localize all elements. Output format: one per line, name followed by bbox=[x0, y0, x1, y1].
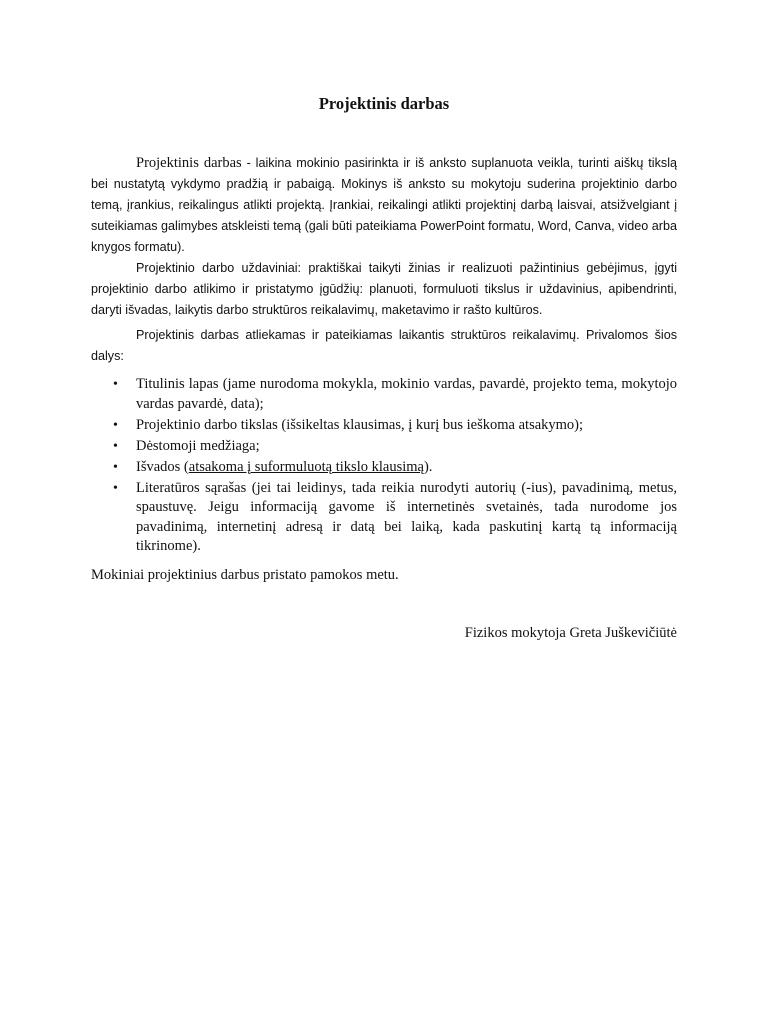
list-item-text: Projektinio darbo tikslas (išsikeltas klausimas, į kurį bus ieškoma atsakymo); bbox=[136, 416, 584, 433]
list-item-text: Titulinis lapas (jame nurodoma mokykla, mokinio vardas, pavardė, projekto tema, mokytojo vardas pavardė, data); bbox=[136, 376, 677, 412]
intro-lead: Projektinis darbas bbox=[136, 155, 242, 171]
teacher-signature: Fizikos mokytoja Greta Juškevičiūtė bbox=[464, 625, 677, 641]
list-item-text: Dėstomoji medžiaga; bbox=[136, 437, 260, 454]
required-parts-list bbox=[91, 375, 677, 558]
bullet-icon: • bbox=[113, 438, 118, 454]
list-item-prefix: Išvados ( bbox=[136, 458, 189, 475]
bullet-icon: • bbox=[113, 377, 118, 392]
list-item bbox=[91, 375, 677, 414]
closing-sentence: Mokiniai projektinius darbus pristato pamokos metu. bbox=[91, 567, 399, 583]
objectives-paragraph: Projektinio darbo uždaviniai: praktiškai taikyti žinias ir realizuoti pažintinius gebėjimus, įgyti projektinio darbo atlikimo ir pristatymo įgūdžių: planuoti, formuluoti tikslus ir uždavinius, apibendrinti, daryti išvadas, laikytis darbo struktūros reikalavimų, maketavimo ir rašto kultūros. bbox=[91, 261, 677, 317]
intro-paragraph bbox=[91, 153, 677, 258]
list-item-underlined: atsakoma į suformuluotą tikslo klausimą bbox=[188, 458, 424, 475]
bullet-icon: • bbox=[113, 459, 118, 475]
list-item bbox=[91, 437, 677, 457]
list-item bbox=[91, 416, 677, 436]
bullet-icon: • bbox=[113, 480, 118, 496]
list-item-suffix: ). bbox=[423, 458, 433, 475]
page-title: Projektinis darbas bbox=[318, 94, 450, 113]
list-item-text: Literatūros sąrašas (jei tai leidinys, tada reikia nurodyti autorių (-ius), pavadinimą, metus, spaustuvę. Jeigu informaciją gavome iš internetinės svetainės, tada nurodome jos pavadinimą, internetinį adresą ir datą bei laiką, kada paskutinį kartą tą informaciją tikrinome). bbox=[136, 479, 677, 554]
structure-intro-paragraph: Projektinis darbas atliekamas ir pateikiamas laikantis struktūros reikalavimų. Privalomos šios dalys: bbox=[91, 328, 677, 363]
bullet-icon: • bbox=[113, 417, 118, 433]
list-item bbox=[91, 479, 677, 557]
list-item bbox=[91, 458, 677, 478]
intro-text: - laikina mokinio pasirinkta ir iš anksto suplanuota veikla, turinti aiškų tikslą bei nustatytą vykdymo pradžią ir pabaigą. Mokinys iš anksto su mokytoju suderina projektinio darbo temą, įrankius, reikalingus atlikti projektą. Įrankiai, reikalingi atlikti projektinį darbą laisvai, atsižvelgiant į suteikiamas galimybes atskleisti temą (gali būti pateikiama PowerPoint formatu, Word, Canva, video arba knygos formatu). bbox=[91, 156, 677, 254]
